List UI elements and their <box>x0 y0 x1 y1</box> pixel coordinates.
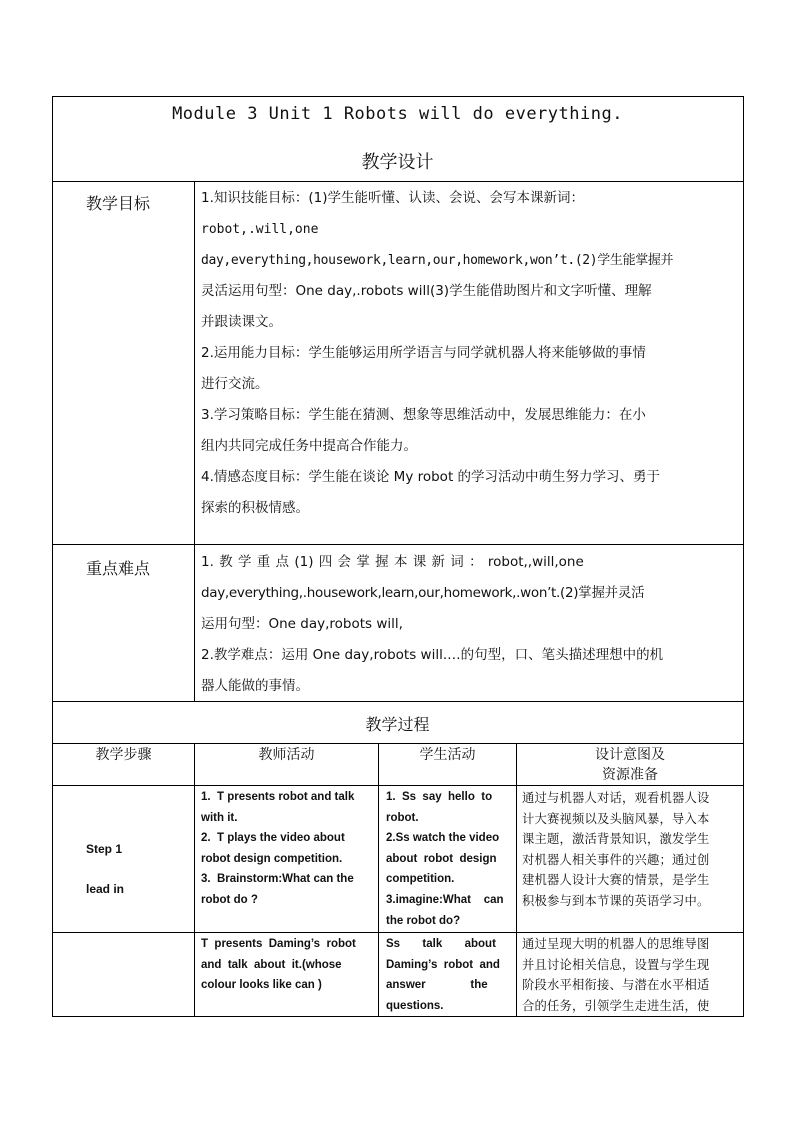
objectives-line: robot,.will,one <box>201 222 319 237</box>
keypoints-line: 2.教学难点：运用 One day,robots will.…的句型，口、笔头描述理想中的机 <box>201 647 664 663</box>
header-design-line1: 设计意图及 <box>595 747 665 763</box>
student-line: 3.imagine:What can <box>386 893 504 906</box>
design-line: 计大赛视频以及头脑风暴，导入本 <box>522 811 710 826</box>
header-design <box>517 745 743 785</box>
student-line: Daming’s robot and <box>386 958 500 971</box>
student-line: the robot do? <box>386 914 461 927</box>
step-label: Step 1 <box>86 842 123 856</box>
teacher-line: colour looks like can ) <box>201 979 322 992</box>
design-line: 课主题，激活背景知识，激发学生 <box>522 832 710 846</box>
student-line: 1. Ss say hello to <box>386 791 493 803</box>
teacher-line: 2. T plays the video about <box>201 832 345 845</box>
design-line: 阶段水平相衔接、与潜在水平相适 <box>522 978 710 992</box>
design-line: 合的任务，引领学生走进生活，使 <box>522 998 710 1013</box>
table-border <box>52 785 744 786</box>
objectives-text <box>201 183 737 524</box>
design-line: 通过呈现大明的机器人的思维导图 <box>522 937 710 951</box>
teacher-line: 1. T presents robot and talk <box>201 791 355 803</box>
header-step: 教学步骤 <box>95 747 152 763</box>
objectives-line: 2.运用能力目标：学生能够运用所学语言与同学就机器人将来能够做的事情 <box>201 345 646 361</box>
keypoints-label: 重点难点 <box>86 559 151 578</box>
objectives-label: 教学目标 <box>86 194 151 213</box>
objectives-line: day,everything,housework,learn,our,homework,won’t.(2)学生能掌握并 <box>201 253 674 268</box>
design-line: 通过与机器人对话，观看机器人设 <box>522 791 710 805</box>
table-border <box>52 96 53 1017</box>
student-activity <box>386 934 512 1016</box>
header-teacher: 教师活动 <box>258 747 315 763</box>
design-line: 并且讨论相关信息，设置与学生现 <box>522 957 710 972</box>
keypoints-line: 器人能做的事情。 <box>201 678 309 694</box>
keypoints-line: 运用句型：One day,robots will, <box>201 616 403 632</box>
objectives-line: 组内共同完成任务中提高合作能力。 <box>201 438 417 454</box>
teacher-line: 3. Brainstorm:What can the <box>201 873 354 886</box>
student-line: questions. <box>386 999 444 1012</box>
objectives-line: 并跟读课文。 <box>201 314 282 330</box>
design-intent <box>522 934 740 1016</box>
keypoints-line: day,everything,.housework,learn,our,homework,.won’t.(2)掌握并灵活 <box>201 585 645 601</box>
design-intent <box>522 788 740 911</box>
student-line: about robot design <box>386 852 497 865</box>
objectives-line: 进行交流。 <box>201 376 269 392</box>
student-line: robot. <box>386 811 419 824</box>
table-border <box>378 743 379 1016</box>
teacher-line: robot do ? <box>201 893 258 906</box>
teacher-line: robot design competition. <box>201 852 343 865</box>
table-border <box>52 96 744 97</box>
header-design-line2: 资源准备 <box>602 767 658 783</box>
table-border <box>52 544 744 545</box>
student-activity <box>386 787 512 931</box>
document-subtitle: 教学设计 <box>361 152 434 173</box>
teacher-line: T presents Daming’s robot <box>201 938 356 950</box>
table-border <box>52 743 744 744</box>
keypoints-text <box>201 547 737 702</box>
objectives-line: 4.情感态度目标：学生能在谈论 My robot 的学习活动中萌生努力学习、勇于 <box>201 469 661 485</box>
keypoints-line: 1. 教 学 重 点 (1) 四 会 掌 握 本 课 新 词 ： robot,,will,one <box>201 554 584 570</box>
teacher-activity <box>201 787 373 911</box>
table-border <box>743 96 744 1017</box>
student-line: 2.Ss watch the video <box>386 832 500 845</box>
table-border <box>52 181 744 182</box>
header-student: 学生活动 <box>419 747 476 763</box>
student-line: answer the <box>386 979 488 992</box>
table-border <box>194 181 195 701</box>
design-line: 对机器人相关事件的兴趣；通过创 <box>522 852 710 867</box>
design-line: 建机器人设计大赛的情景，是学生 <box>522 873 710 887</box>
objectives-line: 探索的积极情感。 <box>201 500 309 516</box>
student-line: competition. <box>386 873 455 886</box>
objectives-line: 灵活运用句型：One day,.robots will(3)学生能借助图片和文字听懂、理解 <box>201 283 652 299</box>
objectives-line: 3.学习策略目标：学生能在猜测、想象等思维活动中，发展思维能力：在小 <box>201 407 646 423</box>
document-title: Module 3 Unit 1 Robots will do everything. <box>172 104 623 124</box>
objectives-line: 1.知识技能目标：(1)学生能听懂、认读、会说、会写本课新词： <box>201 190 585 206</box>
teacher-line: with it. <box>201 811 238 824</box>
table-border <box>52 932 744 933</box>
student-line: Ss talk about <box>386 938 496 950</box>
teacher-line: and talk about it.(whose <box>201 958 342 971</box>
process-title: 教学过程 <box>365 715 430 734</box>
table-border <box>194 743 195 1016</box>
teacher-activity <box>201 934 373 996</box>
step-name: lead in <box>86 882 125 896</box>
design-line: 积极参与到本节课的英语学习中。 <box>522 893 710 908</box>
